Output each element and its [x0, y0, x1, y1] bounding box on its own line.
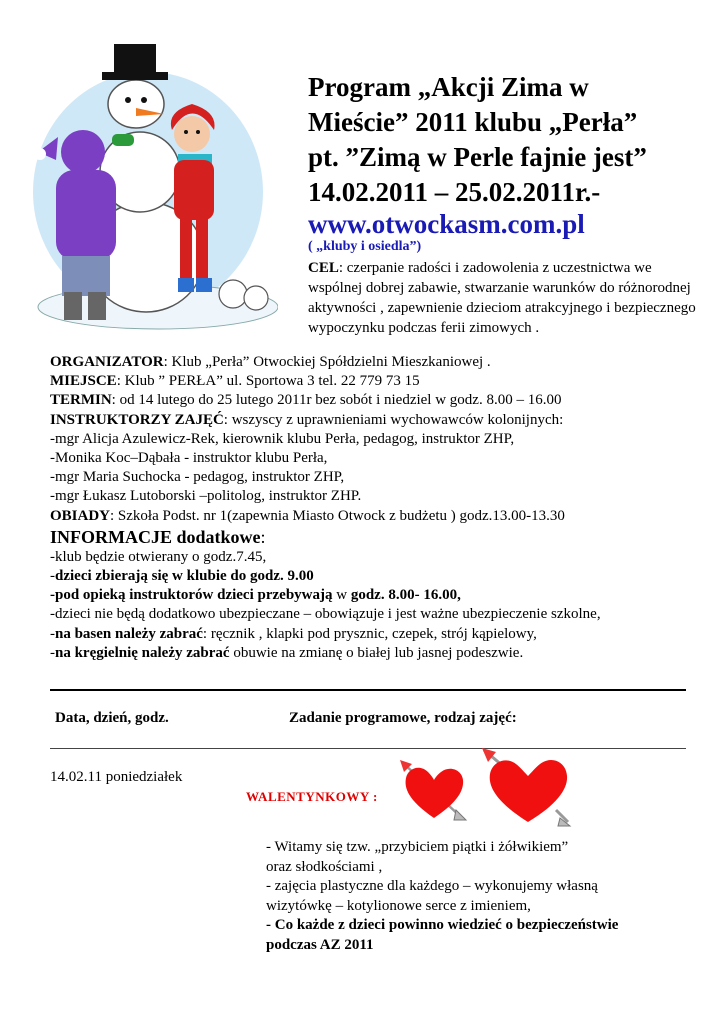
additional-info-colon: : [260, 526, 266, 547]
instructor-item: -mgr Łukasz Lutoborski –politolog, instruktor ZHP. [50, 488, 362, 505]
additional-info-heading [50, 526, 715, 548]
page-title [308, 70, 718, 210]
info-text: obuwie na zmianę o białej lub jasnej podeszwie. [229, 644, 524, 661]
organizer-line [50, 353, 715, 372]
title-line: pt. ”Zimą w Perle fajnie jest” [308, 142, 647, 172]
info-item [50, 625, 715, 644]
info-bold-text: godz. 8.00- 16.00, [350, 587, 461, 604]
table-header-task: Zadanie programowe, rodzaj zajęć: [289, 710, 517, 726]
info-item [50, 644, 715, 663]
goal-paragraph [308, 258, 708, 338]
activities-list [266, 838, 716, 955]
lunch-line [50, 507, 715, 526]
info-dash: - [50, 625, 55, 642]
term-label: TERMIN [50, 392, 112, 409]
activity-item: - zajęcia plastyczne dla każdego – wykonujemy własną [266, 878, 598, 894]
organizer-label: ORGANIZATOR [50, 354, 164, 370]
instructor-item: -Monika Koc–Dąbała - instruktor klubu Perła, [50, 450, 328, 467]
instructors-line [50, 411, 715, 430]
term-line [50, 391, 715, 410]
title-line: Program „Akcji Zima w [308, 72, 589, 102]
info-text: : ręcznik , klapki pod prysznic, czepek, strój kąpielowy, [202, 625, 537, 642]
info-item [50, 567, 715, 586]
snowman-illustration [28, 42, 278, 332]
instructor-item: -mgr Alicja Azulewicz-Rek, kierownik klubu Perła, pedagog, instruktor ZHP, [50, 430, 515, 447]
divider [50, 748, 686, 749]
goal-label: CEL [308, 260, 339, 276]
activity-item: oraz słodkościami , [266, 858, 383, 875]
term-text: : od 14 lutego do 25 lutego 2011r bez sobót i niedziel w godz. 8.00 – 16.00 [111, 392, 562, 409]
instructors-label: INSTRUKTORZY ZAJĘĆ [50, 411, 224, 428]
row-theme: WALENTYNKOWY : [246, 789, 378, 804]
place-line [50, 372, 715, 391]
lunch-text: : Szkoła Podst. nr 1(zapewnia Miasto Otwock z budżetu ) godz.13.00-13.30 [110, 507, 565, 524]
heart-with-arrow-icon [398, 758, 470, 824]
info-section [50, 353, 715, 663]
goal-text: : czerpanie radości i zadowolenia z uczestnictwa we wspólnej dobrej zabawie, stwarzanie warunków do różnorodnej aktywności , zapewnienie dzieciom atrakcyjnego i bezpiecznego wypoczynku podczas ferii zimowych . [308, 260, 696, 336]
info-dash: - [50, 568, 55, 585]
heart-with-arrow-icon [482, 748, 572, 828]
table-header-date: Data, dzień, godz. [55, 710, 169, 726]
activity-item: wizytówkę – kotylionowe serce z imieniem, [266, 897, 531, 914]
title-line: Mieście” 2011 klubu „Perła” [308, 107, 638, 137]
divider [50, 689, 686, 691]
info-bold-text: na basen należy zabrać [55, 625, 203, 642]
additional-info-title: INFORMACJE dodatkowe [50, 526, 261, 547]
activity-item-bold: - Co każde z dzieci powinno wiedzieć o bezpieczeństwie [266, 917, 619, 933]
activity-item: - Witamy się tzw. „przybiciem piątki i żółwikiem” [266, 839, 569, 855]
website-link[interactable]: www.otwockasm.com.pl [308, 209, 585, 239]
info-item [50, 586, 715, 605]
row-date: 14.02.11 poniedziałek [50, 769, 183, 785]
instructor-item: -mgr Maria Suchocka - pedagog, instruktor ZHP, [50, 469, 345, 486]
info-bold-text: -pod opieką instruktorów dzieci przebywają [50, 587, 333, 604]
info-bold-text: dzieci zbierają się w klubie do godz. 9.00 [55, 568, 314, 585]
info-dash: - [50, 644, 55, 661]
activity-item-bold: podczas AZ 2011 [266, 936, 374, 953]
info-item: -dzieci nie będą dodatkowo ubezpieczane – obowiązuje i jest ważne ubezpieczenie szkolne, [50, 606, 601, 623]
website-note: ( „kluby i osiedla”) [308, 239, 422, 254]
info-item: -klub będzie otwierany o godz.7.45, [50, 548, 267, 565]
title-line: 14.02.2011 – 25.02.2011r.- [308, 177, 601, 207]
instructors-text: : wszyscy z uprawnieniami wychowawców kolonijnych: [223, 411, 564, 428]
organizer-text: : Klub „Perła” Otwockiej Spółdzielni Mieszkaniowej . [163, 354, 491, 370]
info-bold-text: na kręgielnię należy zabrać [55, 644, 230, 661]
lunch-label: OBIADY [50, 507, 111, 524]
place-label: MIEJSCE [50, 373, 117, 390]
info-text: w [332, 587, 351, 604]
place-text: : Klub ” PERŁA” ul. Sportowa 3 tel. 22 779 73 15 [116, 373, 420, 390]
